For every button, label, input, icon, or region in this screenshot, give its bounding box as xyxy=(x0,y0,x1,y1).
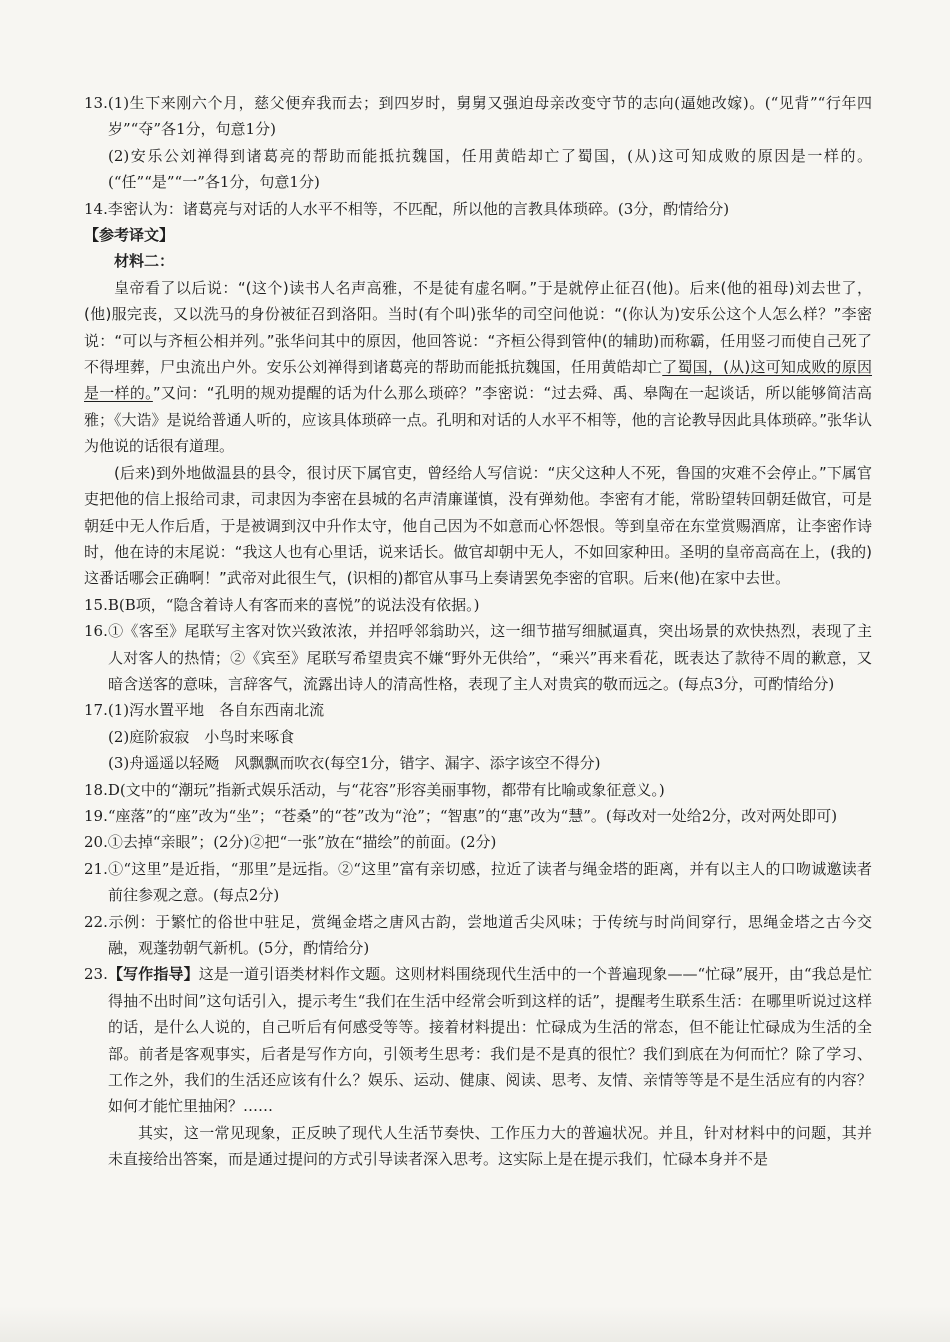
answer-18: 18.D(文中的“潮玩”指新式娱乐活动，与“花容”形容美丽事物，都带有比喻或象征意义。) xyxy=(84,780,665,799)
answer-22: 22.示例：于繁忙的俗世中驻足，赏绳金塔之唐风古韵，尝地道舌尖风味；于传统与时尚间穿行，思绳金塔之古今交融，观蓬勃朝气新机。(5分，酌情给分) xyxy=(84,912,872,957)
answer-14: 14.李密认为：诸葛亮与对话的人水平不相等，不匹配，所以他的言教具体琐碎。(3分，酌情给分) xyxy=(84,199,730,218)
reference-translation-heading: 【参考译文】 xyxy=(84,226,175,245)
answer-17-1: 17.(1)泻水置平地 各自东西南北流 xyxy=(84,701,325,720)
answer-23 xyxy=(84,961,872,1119)
answer-21: 21.①“这里”是近指，“那里”是远指。②“这里”富有亲切感，拉近了读者与绳金塔的距离，并有以主人的口吻诚邀读者前往参观之意。(每点2分) xyxy=(84,859,872,905)
answer-23-text: 这是一道引语类材料作文题。这则材料围绕现代生活中的一个普遍现象——“忙碌”展开，由“我总是忙得抽不出时间”这句话引入，提示考生“我们在生活中经常会听到这样的话”，提醒考生联系生活：在哪里听说过这样的话，是什么人说的，自己听后有何感受等等。接着材料提出：忙碌成为生活的常态，但不能让忙碌成为生活的全部。前者是客观事实，后者是写作方向，引领考生思考：我们是不是真的很忙？我们到底在为何而忙？除了学习、工作之外，我们的生活还应该有什么？娱乐、运动、健康、阅读、思考、友情、亲情等等是不是生活应有的内容？如何才能忙里抽闲？…… xyxy=(108,965,872,1116)
answer-15: 15.B(B项，“隐含着诗人有客而来的喜悦”的说法没有依据。) xyxy=(84,595,480,614)
translation-text-1b: ”又问：“孔明的规劝提醒的话为什么那么琐碎？”李密说：“过去舜、禹、皋陶在一起谈话，所以能够简洁高雅；《大诰》是说给普通人听的，应该具体琐碎一点。孔明和对话的人水平不相等，他的言论教导因此具体琐碎。”张华认为他说的话很有道理。 xyxy=(84,384,872,456)
writing-guidance-tag: 【写作指导】 xyxy=(107,965,199,984)
answer-23-paragraph-2: 其实，这一常见现象，正反映了现代人生活节奏快、工作压力大的普遍状况。并且，针对材料中的问题，其并未直接给出答案，而是通过提问的方式引导读者深入思考。这实际上是在提示我们，忙碌本身并不是 xyxy=(108,1123,872,1169)
translation-text-1a: 皇帝看了以后说：“(这个)读书人名声高雅，不是徒有虚名啊。”于是就停止征召(他)。后来(他的祖母)刘去世了，(他)服完丧，又以洗马的身份被征召到洛阳。当时(有个叫)张华的司空问他说：“(你认为)安乐公这个人怎么样？”李密说：“可以与齐桓公相并列。”张华问其中的原因，他回答说：“齐桓公得到管仲(的辅助)而称霸，任用竖刁而使自己死了不得埋葬，尸虫流出户外。安乐公刘禅得到诸葛亮的帮助而能抵抗魏国，任用黄皓却亡 xyxy=(84,278,872,377)
answer-19: 19.“座落”的“座”改为“坐”；“苍桑”的“苍”改为“沧”；“智惠”的“惠”改为“慧”。(每改对一处给2分，改对两处即可) xyxy=(84,806,838,825)
answer-13-1: 13.(1)生下来刚六个月，慈父便弃我而去；到四岁时，舅舅又强迫母亲改变守节的志向(逼她改嫁)。(“见背”“行年四岁”“夺”各1分，句意1分) xyxy=(84,94,872,139)
translation-underlined-sentence: 了蜀国，(从)这可知成败的原因是一样的。 xyxy=(84,358,872,403)
answer-23-number: 23. xyxy=(84,965,108,984)
answer-17-2: (2)庭阶寂寂 小鸟时来啄食 xyxy=(108,727,295,746)
material-two-label: 材料二： xyxy=(114,252,175,271)
answer-20: 20.①去掉“亲眼”；(2分)②把“一张”放在“描绘”的前面。(2分) xyxy=(84,833,497,852)
answer-16: 16.①《客至》尾联写主客对饮兴致浓浓，并招呼邻翁助兴，这一细节描写细腻逼真，突出场景的欢快热烈，表现了主人对客人的热情；②《宾至》尾联写希望贵宾不嫌“野外无供给”，“乘兴”再来看花，既表达了款待不周的歉意，又暗含送客的意味，言辞客气，流露出诗人的清高性格，表现了主人对贵宾的敬而远之。(每点3分，可酌情给分) xyxy=(84,622,872,693)
answer-13-2: (2)安乐公刘禅得到诸葛亮的帮助而能抵抗魏国，任用黄皓却亡了蜀国，(从)这可知成败的原因是一样的。(“任”“是”“一”各1分，句意1分) xyxy=(108,146,872,192)
translation-paragraph-1 xyxy=(84,275,872,460)
translation-paragraph-2: (后来)到外地做温县的县令，很讨厌下属官吏，曾经给人写信说：“庆父这种人不死，鲁国的灾难不会停止。”下属官吏把他的信上报给司隶，司隶因为李密在县城的名声清廉谨慎，没有弹劾他。李密有才能，常盼望转回朝廷做官，可是朝廷中无人作后盾，于是被调到汉中升作太守，他自己因为不如意而心怀怨恨。等到皇帝在东堂赏赐酒席，让李密作诗时，他在诗的末尾说：“我这人也有心里话，说来话长。做官却朝中无人，不如回家种田。圣明的皇帝高高在上，(我的)这番话哪会正确啊！”武帝对此很生气，(识相的)都官从事马上奏请罢免李密的官职。后来(他)在家中去世。 xyxy=(84,463,872,588)
page-bottom-edge xyxy=(0,1306,950,1342)
answer-17-3: (3)舟遥遥以轻飏 风飘飘而吹衣(每空1分，错字、漏字、添字该空不得分) xyxy=(108,754,601,773)
